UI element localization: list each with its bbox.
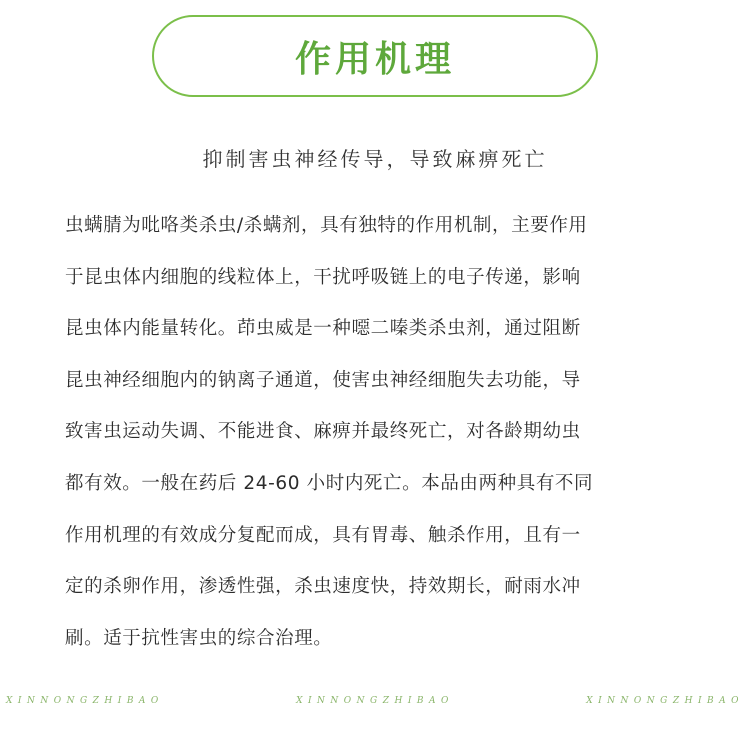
body-line-1: 虫螨腈为吡咯类杀虫/杀螨剂，具有独特的作用机制，主要作用	[65, 215, 588, 236]
body-paragraph	[65, 200, 685, 664]
body-line-6: 都有效。一般在药后 24-60 小时内死亡。本品由两种具有不同	[65, 472, 594, 494]
body-line-9: 刷。适于抗性害虫的综合治理。	[65, 627, 333, 649]
footer-watermark-strip	[0, 696, 750, 712]
body-line-2: 于昆虫体内细胞的线粒体上，干扰呼吸链上的电子传递，影响	[65, 266, 581, 288]
body-line-7: 作用机理的有效成分复配而成，具有胃毒、触杀作用，且有一	[65, 524, 581, 546]
footer-watermark: XINNONGZHIBAO	[6, 696, 164, 706]
subtitle: 抑制害虫神经传导，导致麻痹死亡	[202, 147, 548, 171]
page-title: 作用机理	[294, 38, 455, 80]
body-line-4: 昆虫神经细胞内的钠离子通道，使害虫神经细胞失去功能，导	[65, 369, 581, 391]
body-line-5: 致害虫运动失调、不能进食、麻痹并最终死亡，对各龄期幼虫	[65, 421, 581, 443]
body-line-3: 昆虫体内能量转化。茚虫威是一种噁二嗪类杀虫剂，通过阻断	[65, 318, 581, 340]
title-banner	[152, 15, 598, 97]
body-line-8: 定的杀卵作用，渗透性强，杀虫速度快，持效期长，耐雨水冲	[65, 576, 581, 598]
footer-watermark: XINNONGZHIBAO	[586, 696, 744, 706]
footer-watermark: XINNONGZHIBAO	[296, 696, 454, 706]
